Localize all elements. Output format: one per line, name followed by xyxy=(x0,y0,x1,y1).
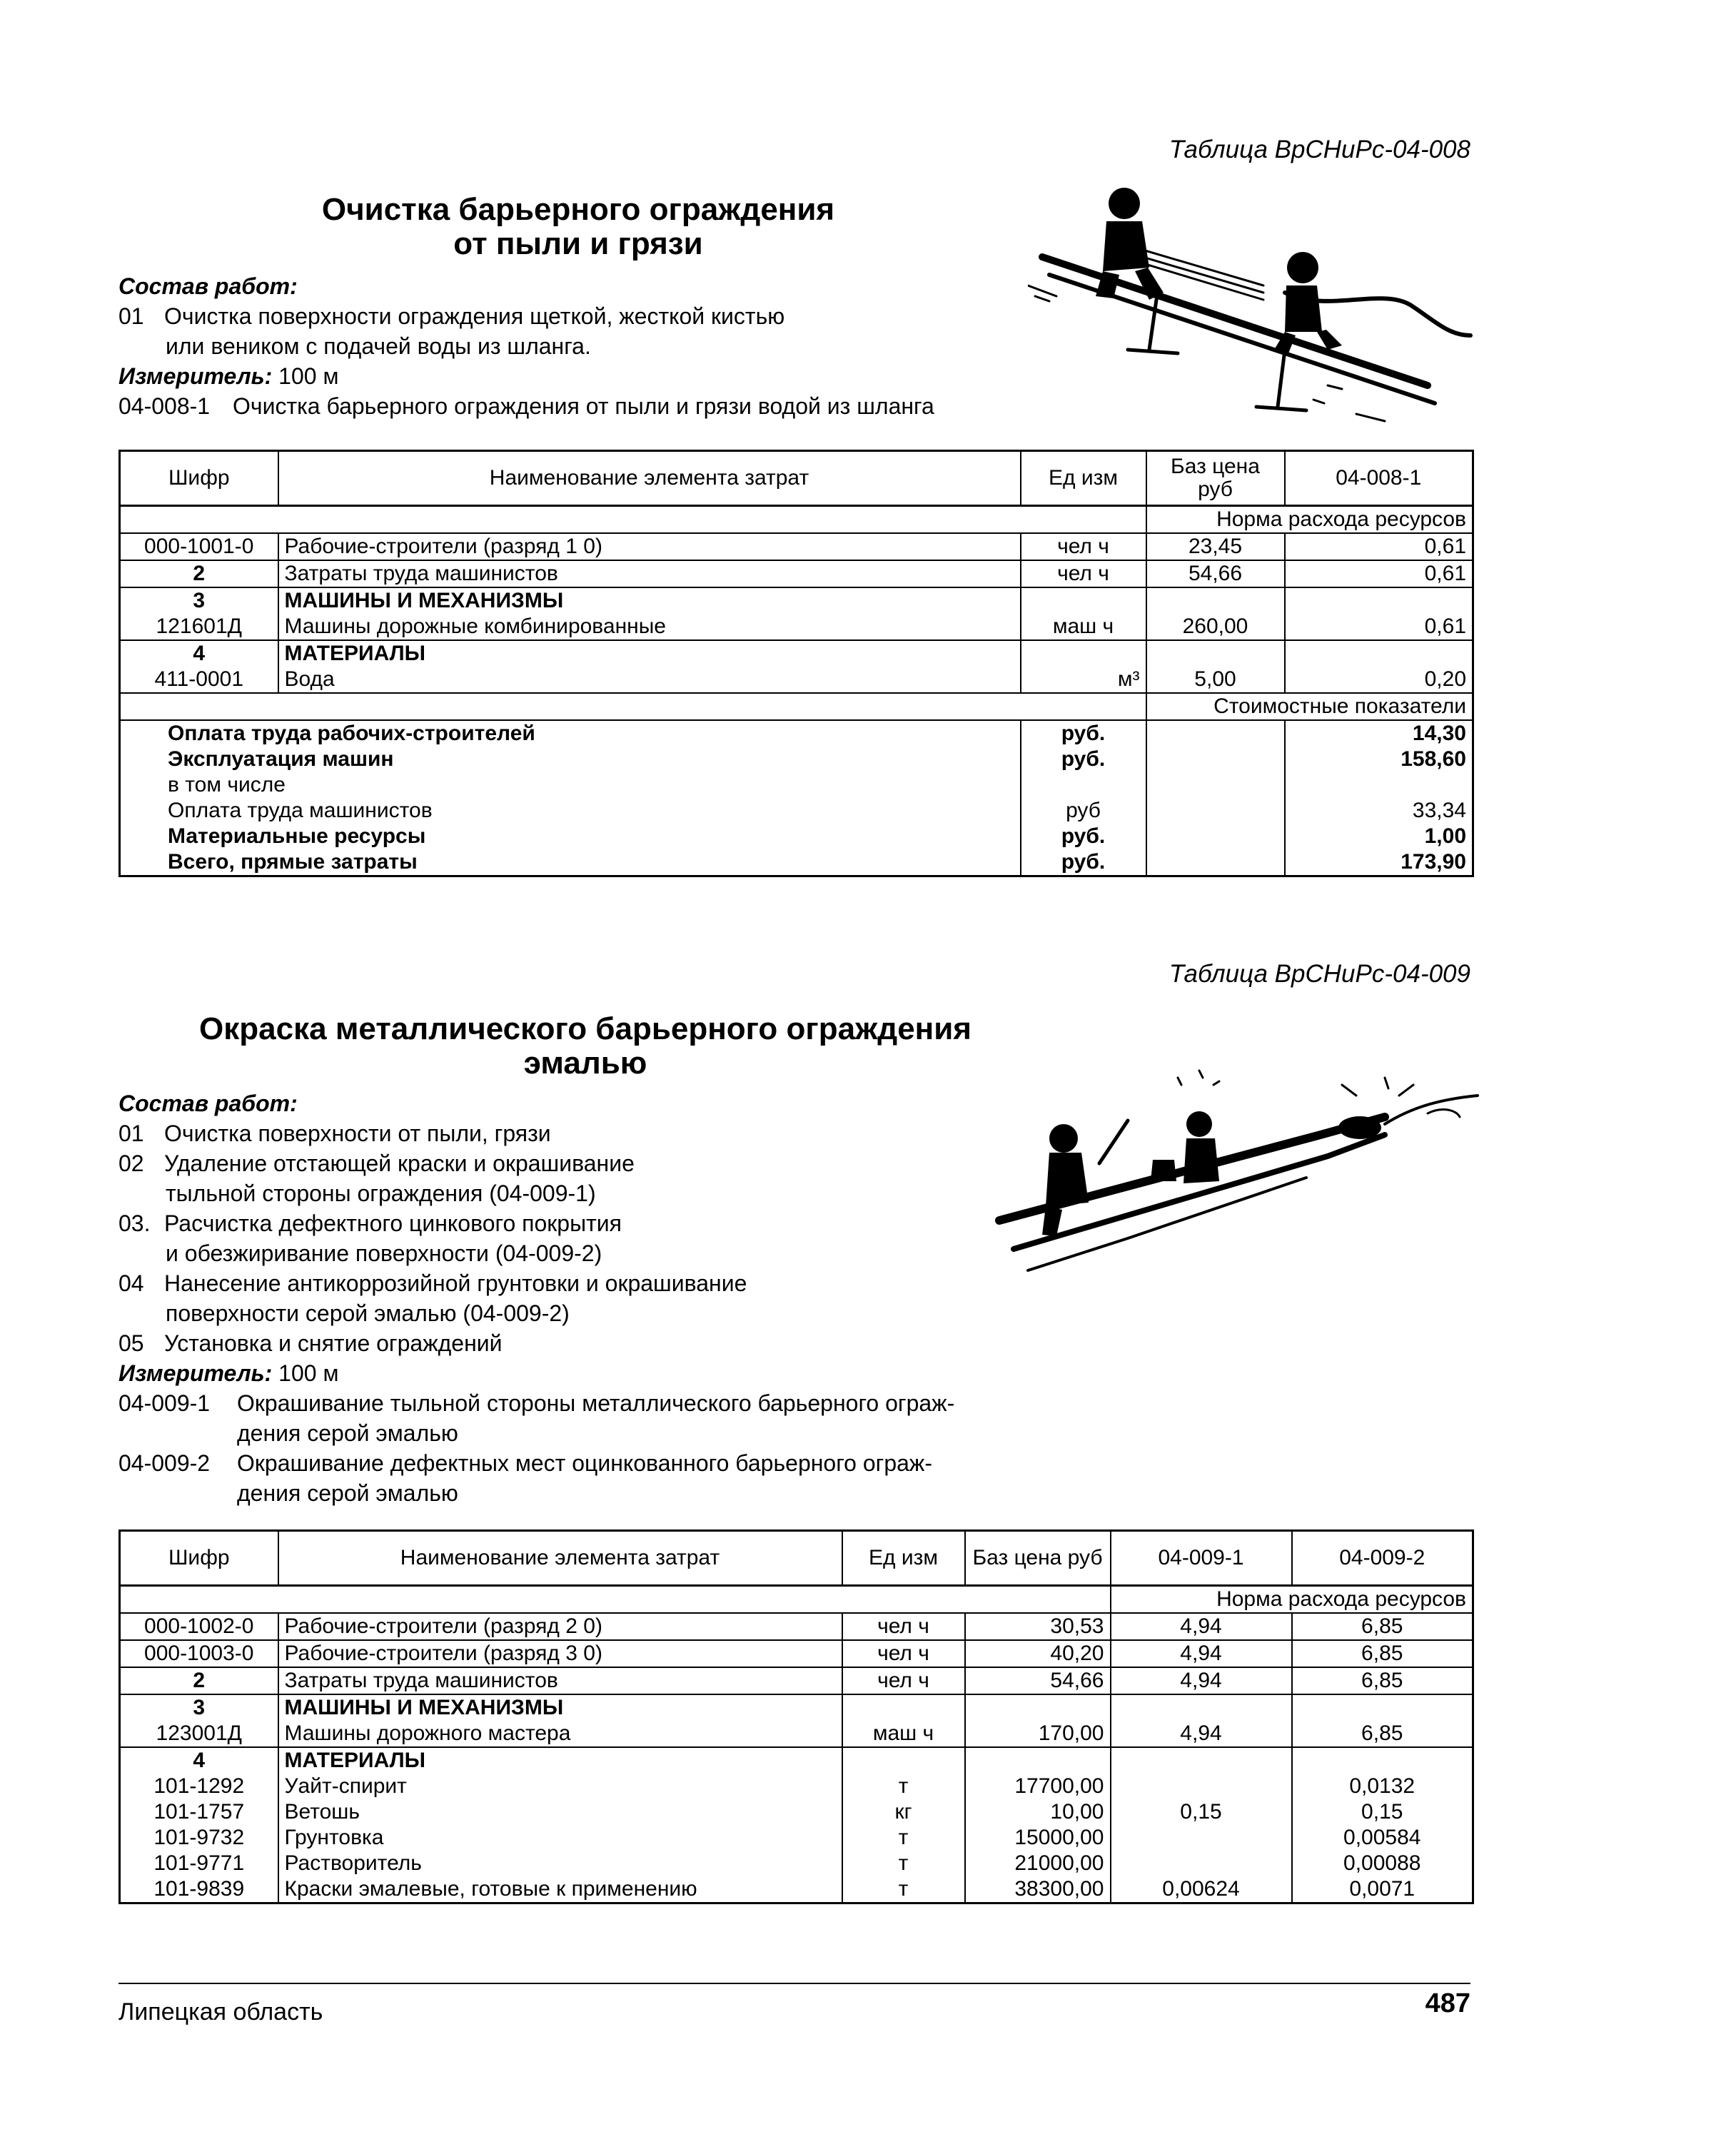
measure-label: Измеритель: xyxy=(118,1360,273,1386)
header-col-2: 04-009-2 xyxy=(1292,1531,1473,1586)
resource-table-04-009 xyxy=(118,1529,1474,1904)
work-text: Очистка поверхности ограждения щеткой, жесткой кистью xyxy=(164,303,785,329)
work-composition-04-009 xyxy=(118,1088,954,1508)
work-item: 01 Очистка поверхности от пыли, грязи xyxy=(118,1121,551,1146)
header-col-1: 04-008-1 xyxy=(1285,451,1473,506)
table-row: 411-0001 Вода м³ 5,00 0,20 xyxy=(120,667,1473,693)
table-row: 2 Затраты труда машинистов чел ч 54,66 4,94 6,85 xyxy=(120,1667,1473,1694)
table-row: 101-9839 Краски эмалевые, готовые к применению т 38300,00 0,00624 0,0071 xyxy=(120,1876,1473,1903)
work-item xyxy=(118,301,934,331)
work-text-cont: поверхности серой эмалью (04-009-2) xyxy=(166,1300,570,1326)
work-text-cont: и обезжиривание поверхности (04-009-2) xyxy=(166,1240,602,1266)
header-shifr: Шифр xyxy=(120,1531,278,1586)
table-label-04-008: Таблица ВрСНиРс-04-008 xyxy=(1169,136,1470,163)
table-label-04-009: Таблица ВрСНиРс-04-009 xyxy=(1169,960,1470,988)
header-price: Баз цена руб xyxy=(1146,451,1285,506)
item-code: 04-008-1 xyxy=(118,393,211,419)
norm-row xyxy=(120,506,1473,534)
header-col-1: 04-009-1 xyxy=(1111,1531,1292,1586)
table-row: 3 МАШИНЫ И МЕХАНИЗМЫ xyxy=(120,587,1473,614)
item-text-cont: дения серой эмалью xyxy=(237,1420,458,1446)
header-unit: Ед изм xyxy=(842,1531,965,1586)
cost-row: Эксплуатация машин руб. 158,60 xyxy=(120,747,1473,772)
table-header xyxy=(120,451,1473,506)
title-line-1: Окраска металлического барьерного ограждения xyxy=(199,1011,972,1046)
table-row: 101-1757 Ветошь кг 10,00 0,15 0,15 xyxy=(120,1799,1473,1825)
header-unit: Ед изм xyxy=(1021,451,1146,506)
sostav-label: Состав работ: xyxy=(118,1091,298,1116)
item-line: 04-009-1 Окрашивание тыльной стороны металлического барьерного ограж- xyxy=(118,1390,955,1416)
table-row: 101-9732 Грунтовка т 15000,00 0,00584 xyxy=(120,1825,1473,1851)
header-shifr: Шифр xyxy=(120,451,278,506)
washing-workers-illustration xyxy=(1028,171,1485,435)
work-item: 02 Удаление отстающей краски и окрашивание xyxy=(118,1151,635,1176)
measure-line xyxy=(118,361,934,391)
title-line-2: эмалью xyxy=(523,1046,647,1081)
table-row: 2 Затраты труда машинистов чел ч 54,66 0,61 xyxy=(120,560,1473,587)
item-text: Очистка барьерного ограждения от пыли и грязи водой из шланга xyxy=(233,393,934,419)
header-name: Наименование элемента затрат xyxy=(278,451,1021,506)
section-title-04-008 xyxy=(271,193,885,261)
cost-row: Оплата труда машинистов руб 33,34 xyxy=(120,798,1473,824)
table-row: 101-9771 Растворитель т 21000,00 0,00088 xyxy=(120,1851,1473,1876)
title-line-2: от пыли и грязи xyxy=(453,226,703,261)
work-item: 04 Нанесение антикоррозийной грунтовки и окрашивание xyxy=(118,1270,747,1296)
measure-value: 100 м xyxy=(272,1360,339,1386)
work-item: 03. Расчистка дефектного цинкового покрытия xyxy=(118,1210,622,1236)
table-row: 000-1002-0 Рабочие-строители (разряд 2 0) чел ч 30,53 4,94 6,85 xyxy=(120,1613,1473,1640)
cost-label: Стоимостные показатели xyxy=(1146,693,1473,720)
norm-label: Норма расхода ресурсов xyxy=(1146,506,1473,534)
table-row: 121601Д Машины дорожные комбинированные маш ч 260,00 0,61 xyxy=(120,614,1473,640)
work-text-cont: тыльной стороны ограждения (04-009-1) xyxy=(166,1180,596,1206)
work-number: 01 xyxy=(118,303,144,329)
item-line xyxy=(118,391,934,421)
table-row: 123001Д Машины дорожного мастера маш ч 170,00 4,94 6,85 xyxy=(120,1721,1473,1747)
norm-label: Норма расхода ресурсов xyxy=(1111,1586,1473,1614)
norm-row xyxy=(120,1586,1473,1614)
table-row: 4 МАТЕРИАЛЫ xyxy=(120,640,1473,667)
page-number: 487 xyxy=(1425,1988,1470,2018)
section-title-04-009 xyxy=(143,1012,1028,1081)
header-price: Баз цена руб xyxy=(965,1531,1111,1586)
painting-workers-illustration xyxy=(985,1056,1485,1306)
footer-region: Липецкая область xyxy=(118,1998,323,2026)
measure-label: Измеритель: xyxy=(118,363,273,389)
cost-header-row xyxy=(120,693,1473,720)
item-text-cont: дения серой эмалью xyxy=(237,1480,458,1506)
work-composition-04-008 xyxy=(118,271,934,421)
table-header xyxy=(120,1531,1473,1586)
table-row: 3 МАШИНЫ И МЕХАНИЗМЫ xyxy=(120,1694,1473,1721)
cost-row: Материальные ресурсы руб. 1,00 xyxy=(120,824,1473,849)
item-line: 04-009-2 Окрашивание дефектных мест оцинкованного барьерного ограж- xyxy=(118,1450,932,1476)
work-item: 05 Установка и снятие ограждений xyxy=(118,1330,503,1356)
sostav-label: Состав работ: xyxy=(118,273,298,299)
title-line-1: Очистка барьерного ограждения xyxy=(321,192,835,227)
cost-row: Всего, прямые затраты руб. 173,90 xyxy=(120,849,1473,876)
measure-line xyxy=(118,1358,954,1388)
measure-value: 100 м xyxy=(272,363,339,389)
table-row: 000-1001-0 Рабочие-строители (разряд 1 0) чел ч 23,45 0,61 xyxy=(120,533,1473,560)
footer-divider xyxy=(118,1983,1470,1984)
cost-row: Оплата труда рабочих-строителей руб. 14,30 xyxy=(120,720,1473,747)
table-row: 4 МАТЕРИАЛЫ xyxy=(120,1747,1473,1774)
header-name: Наименование элемента затрат xyxy=(278,1531,842,1586)
table-row: 101-1292 Уайт-спирит т 17700,00 0,0132 xyxy=(120,1774,1473,1799)
table-row: 000-1003-0 Рабочие-строители (разряд 3 0) чел ч 40,20 4,94 6,85 xyxy=(120,1640,1473,1667)
work-text-cont: или веником с подачей воды из шланга. xyxy=(166,333,591,359)
cost-row: в том числе xyxy=(120,772,1473,798)
resource-table-04-008 xyxy=(118,450,1474,877)
